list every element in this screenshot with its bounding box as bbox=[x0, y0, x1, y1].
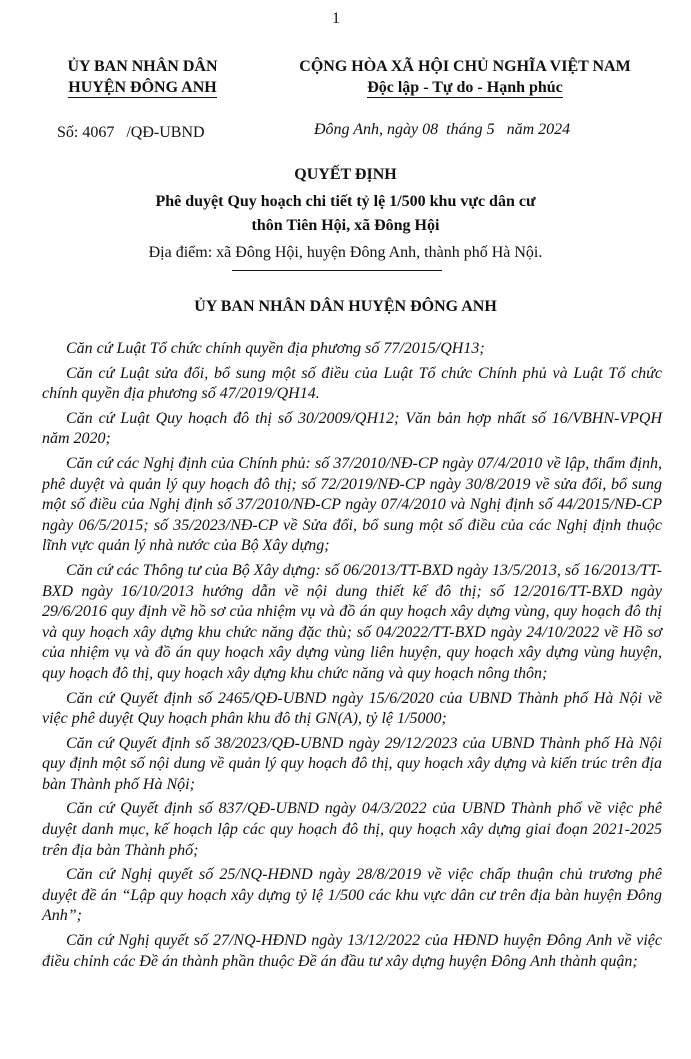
state-header-line1: CỘNG HÒA XÃ HỘI CHỦ NGHĨA VIỆT NAM bbox=[299, 58, 631, 75]
legal-basis-item: Căn cứ Luật sửa đổi, bổ sung một số điều của Luật Tổ chức Chính phủ và Luật Tổ chức chính quyền địa phương số 47/2019/QH14. bbox=[42, 364, 662, 403]
issuer-header-line2: HUYỆN ĐÔNG ANH bbox=[68, 79, 217, 96]
legal-basis-item: Căn cứ các Thông tư của Bộ Xây dựng: số 06/2013/TT-BXD ngày 13/5/2013, số 16/2013/TT-BXD ngày 16/10/2013 hướng dẫn về nội dung thiết kế đô thị; số 12/2016/TT-BXD ngày 29/6/2016 quy định về hồ sơ của nhiệm vụ và đồ án quy hoạch xây dựng vùng, quy hoạch đô thị và quy hoạch xây dựng khu chức năng đặc thù; số 04/2022/TT-BXD ngày 24/10/2022 về Hồ sơ của nhiệm vụ và đồ án quy hoạch xây dựng vùng liên huyện, quy hoạch xây dựng vùng huyện, quy hoạch đô thị, quy hoạch xây dựng khu chức năng và quy hoạch nông thôn; bbox=[42, 561, 662, 682]
separator-rule bbox=[232, 270, 442, 271]
state-header bbox=[270, 56, 660, 98]
legal-basis-item: Căn cứ Quyết định số 837/QĐ-UBND ngày 04/3/2022 của UBND Thành phố về việc phê duyệt danh mục, kế hoạch lập các quy hoạch đô thị, quy hoạch xây dựng giai đoạn 2021-2025 trên địa bàn Thành phố; bbox=[42, 800, 662, 859]
legal-bases bbox=[42, 339, 662, 976]
location-line: Địa điểm: xã Đông Hội, huyện Đông Anh, thành phố Hà Nội. bbox=[148, 244, 543, 261]
legal-basis-item: Căn cứ Nghị quyết số 25/NQ-HĐND ngày 28/8/2019 về việc chấp thuận chủ trương phê duyệt đề án “Lập quy hoạch xây dựng tỷ lệ 1/500 các khu vực dân cư trên địa bàn huyện Đông Anh”; bbox=[42, 866, 662, 925]
page-number: 1 bbox=[332, 10, 340, 27]
document-subtitle bbox=[0, 190, 691, 238]
legal-basis-item: Căn cứ Luật Quy hoạch đô thị số 30/2009/QH12; Văn bản hợp nhất số 16/VBHN-VPQH năm 2020; bbox=[42, 409, 662, 448]
issuer-header bbox=[40, 56, 245, 98]
legal-basis-item: Căn cứ Quyết định số 2465/QĐ-UBND ngày 15/6/2020 của UBND Thành phố Hà Nội về việc phê duyệt Quy hoạch phân khu đô thị GN(A), tỷ lệ 1/5000; bbox=[42, 689, 662, 728]
document-number: Số: 4067 /QĐ-UBND bbox=[57, 124, 205, 141]
subtitle-line1: Phê duyệt Quy hoạch chi tiết tỷ lệ 1/500 khu vực dân cư bbox=[155, 193, 536, 210]
legal-basis-item: Căn cứ Quyết định số 38/2023/QĐ-UBND ngày 29/12/2023 của UBND Thành phố Hà Nội quy định một số nội dung về quản lý quy hoạch đô thị, quy hoạch xây dựng và kiến trúc trên địa bàn Thành phố Hà Nội; bbox=[42, 734, 662, 793]
issuer-header-line1: ỦY BAN NHÂN DÂN bbox=[67, 58, 218, 75]
state-motto-wrap bbox=[270, 77, 660, 98]
legal-basis-item: Căn cứ Luật Tổ chức chính quyền địa phương số 77/2015/QH13; bbox=[66, 340, 485, 357]
date-line: Đông Anh, ngày 08 tháng 5 năm 2024 bbox=[314, 121, 571, 138]
legal-basis-item: Căn cứ các Nghị định của Chính phủ: số 37/2010/NĐ-CP ngày 07/4/2010 về lập, thẩm định, phê duyệt và quản lý quy hoạch đô thị; số 72/2019/NĐ-CP ngày 30/8/2019 về sửa đổi, bổ sung một số điều của Nghị định số 37/2010/NĐ-CP ngày 07/4/2010 và Nghị định số 44/2015/NĐ-CP ngày 06/5/2015; số 35/2023/NĐ-CP về Sửa đổi, bổ sung một số điều của các Nghị định thuộc lĩnh vực quản lý nhà nước của Bộ Xây dựng; bbox=[42, 454, 662, 555]
legal-basis-item: Căn cứ Nghị quyết số 27/NQ-HĐND ngày 13/12/2022 của HĐND huyện Đông Anh về việc điều chỉnh các Đề án thành phần thuộc Đề án đầu tư xây dựng huyện Đông Anh thành quận; bbox=[42, 932, 662, 970]
subtitle-line2: thôn Tiên Hội, xã Đông Hội bbox=[251, 217, 440, 234]
issuer-header-line2-wrap bbox=[40, 77, 245, 98]
document-title: QUYẾT ĐỊNH bbox=[294, 166, 397, 183]
state-motto: Độc lập - Tự do - Hạnh phúc bbox=[367, 79, 563, 96]
issuing-body: ỦY BAN NHÂN DÂN HUYỆN ĐÔNG ANH bbox=[194, 298, 497, 315]
